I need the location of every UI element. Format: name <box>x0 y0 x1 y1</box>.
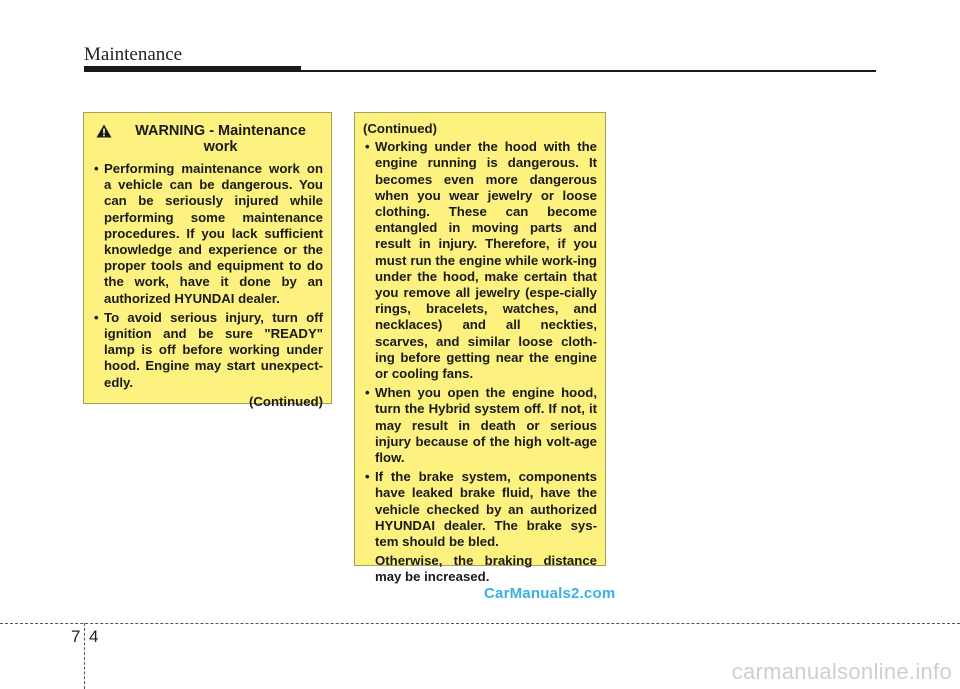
warning-bullet-list <box>92 161 323 391</box>
list-item <box>92 161 323 307</box>
warning-triangle-icon <box>96 124 112 138</box>
extra-paragraph: Otherwise, the braking distance may be increased. <box>375 553 597 585</box>
footer-site-link[interactable]: carmanualsonline.info <box>731 659 952 684</box>
continued-warning-box <box>354 112 606 585</box>
list-item <box>363 139 597 382</box>
watermark-link[interactable]: CarManuals2.com <box>484 585 616 602</box>
list-item-text: To avoid serious injury, turn off ignition and be sure "READY" lamp is off before working under hood. Engine may start unexpect-edly. <box>104 309 323 390</box>
list-item <box>363 385 597 466</box>
bullet-dot-icon: • <box>365 139 370 155</box>
continued-label: (Continued) <box>249 393 323 409</box>
warning-heading <box>96 123 323 155</box>
page-number: 4 <box>89 627 99 646</box>
warning-heading-text: WARNING - Maintenance work <box>135 123 306 155</box>
continued-label: (Continued) <box>363 121 437 136</box>
list-item-text: Working under the hood with the engine running is dangerous. It becomes even more dangerous when you wear jewelry or loose clothing. These can become entangled in moving parts and result in injury. Therefore, if you must run the engine while work-ing under the hood, make certain that you remove all jewelry (espe-cially rings, bracelets, watches, and necklaces) and all neckties, scarves, and similar loose cloth-ing before getting near the engine or cooling fans. <box>375 139 597 382</box>
chapter-number: 7 <box>71 627 81 646</box>
page-divider <box>0 623 960 624</box>
bullet-dot-icon: • <box>94 161 99 176</box>
bullet-dot-icon: • <box>94 309 99 325</box>
list-item <box>363 469 597 550</box>
list-item <box>92 310 323 391</box>
list-item-text: Performing maintenance work on a vehicle can be dangerous. You can be seriously injured while performing some maintenance procedures. If you lack sufficient knowledge and experience or the proper tools and equipment to do the work, have it done by an authorized HYUNDAI dealer. <box>104 161 323 306</box>
list-item-text: When you open the engine hood, turn the Hybrid system off. If not, it may result in death or serious injury because of the high volt-age flow. <box>375 385 597 466</box>
page-number-divider <box>84 623 85 689</box>
bullet-dot-icon: • <box>365 469 370 485</box>
continued-bullet-list <box>363 139 597 550</box>
list-item-text: If the brake system, components have leaked brake fluid, have the vehicle checked by an authorized HYUNDAI dealer. The brake sys-tem should be bled. <box>375 469 597 550</box>
section-title: Maintenance <box>84 44 183 65</box>
bullet-dot-icon: • <box>365 385 370 401</box>
header-rule-thin <box>301 70 876 72</box>
header-rule-thick <box>84 66 301 72</box>
warning-box <box>83 112 332 409</box>
